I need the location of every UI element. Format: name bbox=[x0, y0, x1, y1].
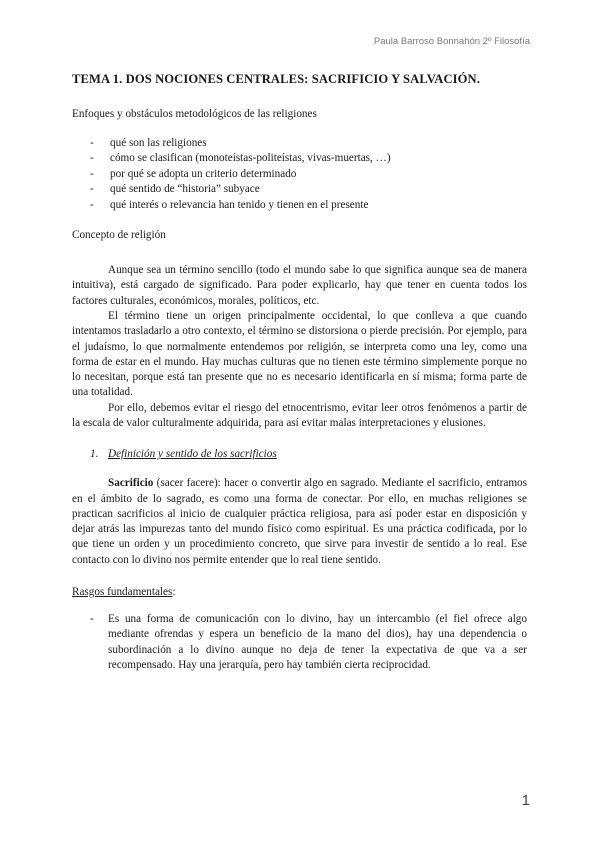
intro-line: Enfoques y obstáculos metodológicos de las religiones bbox=[72, 108, 317, 120]
rasgos-list bbox=[72, 612, 527, 673]
dash-mark: - bbox=[90, 167, 94, 180]
document-body bbox=[72, 72, 527, 673]
concept-paragraph: Por ello, debemos evitar el riesgo del etnocentrismo, evitar leer otros fenómenos a partir de la escala de valor culturalmente adquirida, para así evitar malas interpretaciones y elusiones. bbox=[72, 401, 527, 429]
section-heading bbox=[90, 448, 527, 460]
list-item: - por qué se adopta un criterio determinado bbox=[72, 167, 527, 182]
document-title: TEMA 1. DOS NOCIONES CENTRALES: SACRIFICIO Y SALVACIÓN. bbox=[72, 72, 480, 86]
dash-mark: - bbox=[90, 152, 94, 165]
page-number: 1 bbox=[521, 792, 530, 809]
list-item: - qué sentido de “historia” subyace bbox=[72, 182, 527, 197]
dash-mark: - bbox=[90, 198, 94, 211]
list-item: - Es una forma de comunicación con lo divino, hay un intercambio (el fiel ofrece algo mediante ofrendas y espera un beneficio de la mano del dios), hay una dependencia o subordinación a lo divino aunque no deja de tener la expectativa de que va a ser recompensado. Hay una jerarquía, pero hay también cierta reciprocidad. bbox=[90, 613, 527, 671]
section-number: 1. bbox=[90, 448, 99, 461]
concept-heading: Concepto de religión bbox=[72, 229, 166, 242]
section-title: Definición y sentido de los sacrificios bbox=[108, 448, 277, 461]
header-author: Paula Barroso Bonnahón 2º Filosofía bbox=[373, 36, 530, 47]
sacrificio-text: (sacer facere): hacer o convertir algo en sagrado. Mediante el sacrificio, entramos en el ámbito de lo sagrado, es como una forma de conectar. Por ello, en muchas religiones se practican sacrificios al inicio de cualquier práctica religiosa, para así poder estar en disposición y dejar atrás las impurezas tanto del mundo físico como espiritual. Es una práctica codificada, por lo que tiene un orden y un procedimiento concreto, que sirve para investir de sentido a lo real. Ese contacto con lo divino nos permite entender que lo real tiene sentido. bbox=[72, 477, 527, 566]
dash-mark: - bbox=[90, 137, 94, 149]
dash-mark: - bbox=[90, 183, 94, 196]
concept-paragraph: El término tiene un origen principalmente occidental, lo que conlleva a que cuando intentamos trasladarlo a otro contexto, el término se distorsiona o pierde precisión. Por ejemplo, para el judaísmo, lo que normalmente entendemos por religión, se interpreta como una ley, como una forma de estar en el mundo. Hay muchas culturas que no tienen este término simplemente porque no lo necesitan, porque está tan presente que no es necesario identificarla en sí misma; forma parte de una totalidad. bbox=[72, 309, 527, 399]
question-list bbox=[72, 136, 527, 213]
rasgos-heading: Rasgos fundamentales: bbox=[72, 586, 176, 599]
list-item: - cómo se clasifican (monoteístas-politeístas, vivas-muertas, …) bbox=[72, 151, 527, 166]
dash-mark: - bbox=[90, 613, 94, 626]
sacrificio-term: Sacrificio bbox=[108, 477, 154, 490]
sacrificio-paragraph bbox=[72, 476, 527, 568]
concept-paragraph: Aunque sea un término sencillo (todo el mundo sabe lo que significa aunque sea de manera intuitiva), está cargado de significado. Para poder explicarlo, hay que tener en cuenta todos los factores culturales, económicos, morales, políticos, etc. bbox=[72, 264, 527, 307]
list-item: - qué interés o relevancia han tenido y tienen en el presente bbox=[72, 198, 527, 213]
list-item: - qué son las religiones bbox=[72, 136, 527, 151]
